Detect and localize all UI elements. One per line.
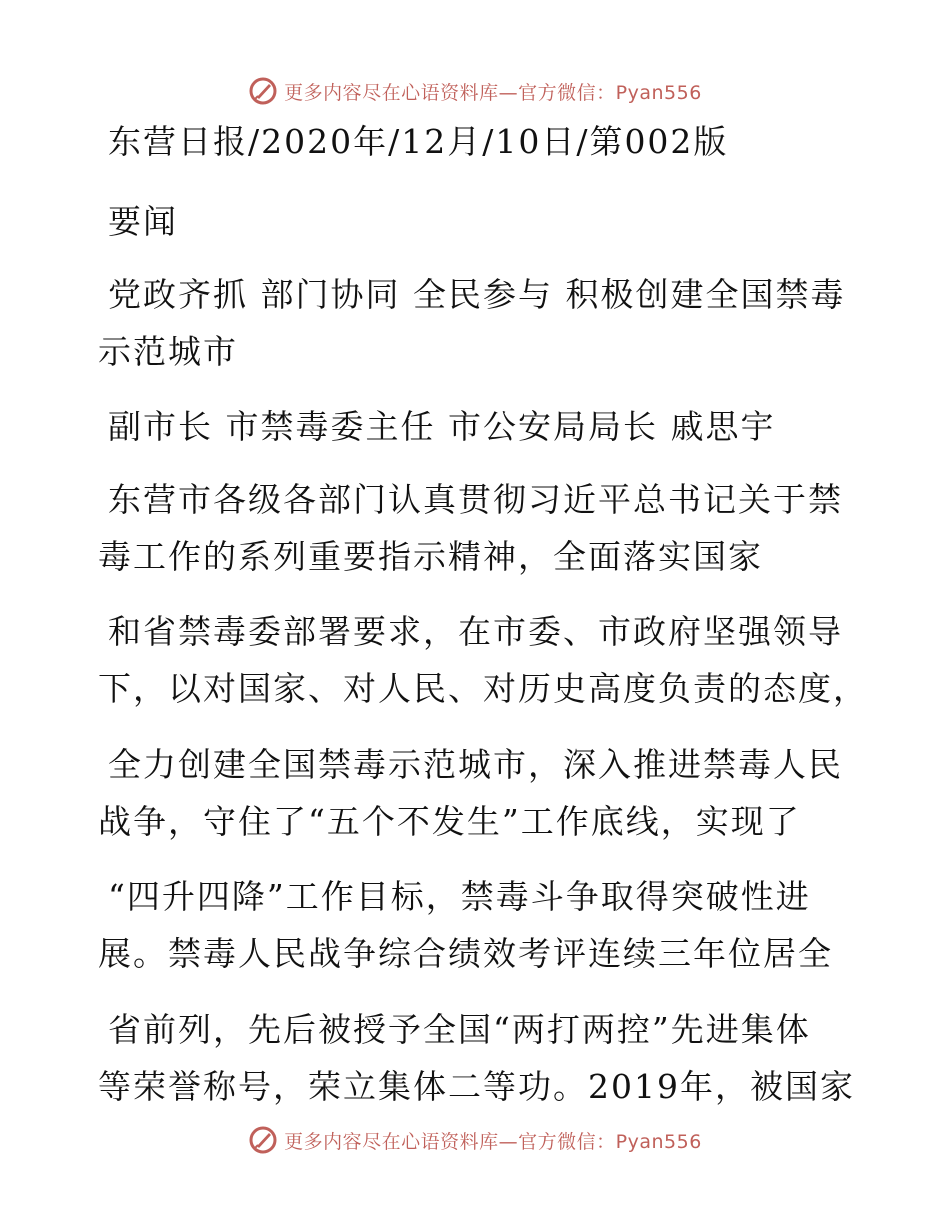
byline: 副市长 市禁毒委主任 市公安局局长 戚思宇 xyxy=(108,407,776,446)
header-watermark xyxy=(0,71,950,111)
quill-pen-logo-icon xyxy=(248,1125,278,1155)
headline-line-1: 党政齐抓 部门协同 全民参与 积极创建全国禁毒 xyxy=(108,275,846,314)
watermark-text: 更多内容尽在心语资料库—官方微信：Pyan556 xyxy=(284,1130,702,1153)
body-line: 东营市各级各部门认真贯彻习近平总书记关于禁 xyxy=(108,480,843,519)
body-line: 下，以对国家、对人民、对历史高度负责的态度， xyxy=(98,669,868,708)
headline-line-2: 示范城市 xyxy=(98,332,238,371)
body-line: “四升四降”工作目标，禁毒斗争取得突破性进 xyxy=(108,877,811,916)
section-label: 要闻 xyxy=(108,202,178,241)
footer-watermark xyxy=(0,1120,950,1160)
newspaper-dateline: 东营日报/2020年/12月/10日/第002版 xyxy=(108,122,729,161)
watermark-text: 更多内容尽在心语资料库—官方微信：Pyan556 xyxy=(284,81,702,104)
quill-pen-logo-icon xyxy=(248,76,278,106)
body-line: 毒工作的系列重要指示精神，全面落实国家 xyxy=(98,537,763,576)
body-line: 省前列，先后被授予全国“两打两控”先进集体 xyxy=(108,1010,811,1049)
body-line: 等荣誉称号，荣立集体二等功。2019年，被国家 xyxy=(98,1067,855,1106)
body-line: 全力创建全国禁毒示范城市，深入推进禁毒人民 xyxy=(108,745,843,784)
body-line: 展。禁毒人民战争综合绩效考评连续三年位居全 xyxy=(98,934,833,973)
body-line: 和省禁毒委部署要求，在市委、市政府坚强领导 xyxy=(108,612,843,651)
body-line: 战争，守住了“五个不发生”工作底线，实现了 xyxy=(98,802,801,841)
